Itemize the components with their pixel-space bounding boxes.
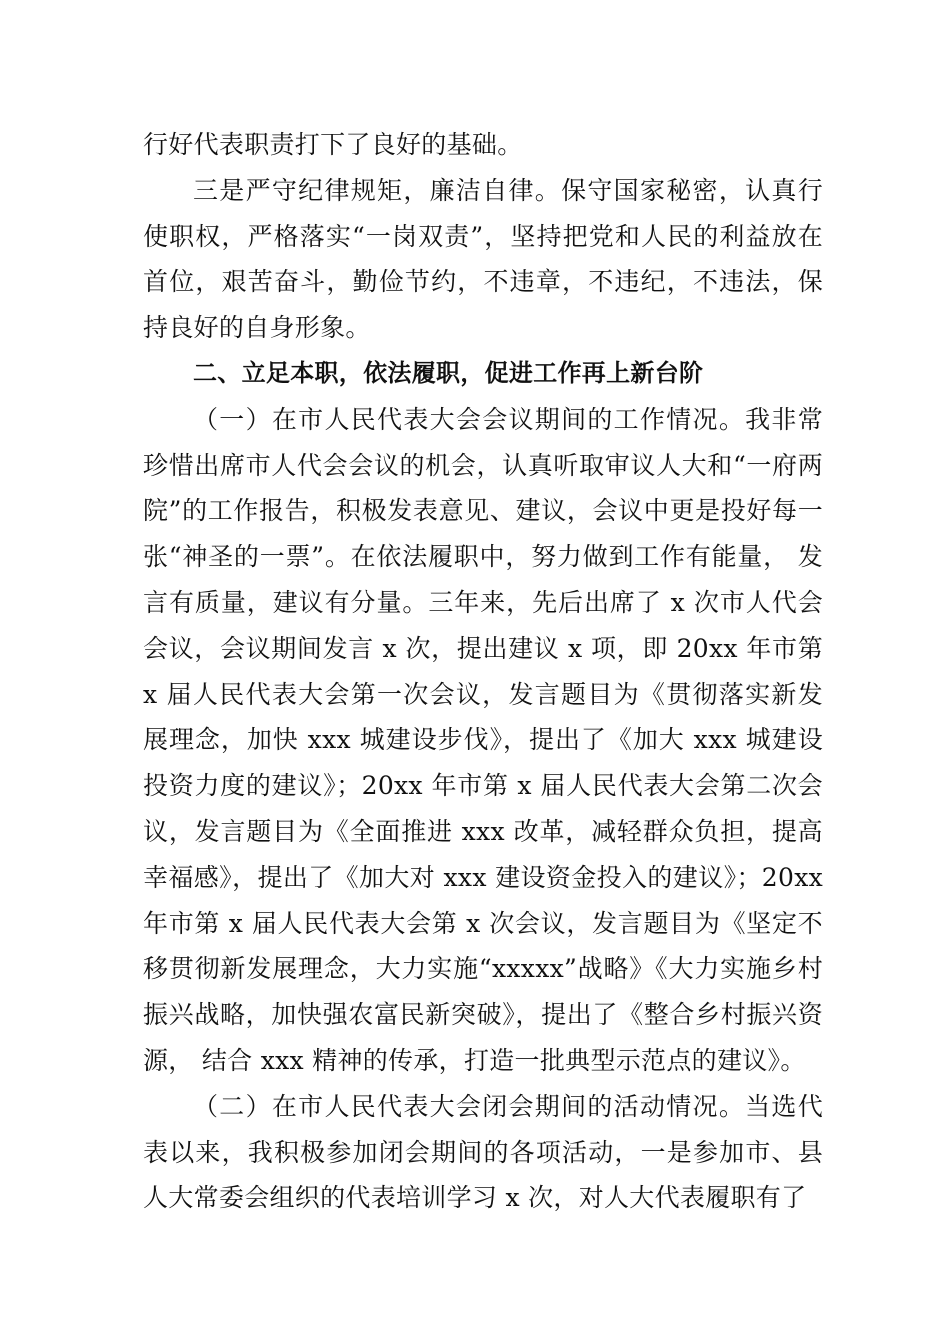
section-heading: 二、立足本职，依法履职，促进工作再上新台阶 [193,358,704,387]
paragraph-continuation: 行好代表职责打下了良好的基础。 [143,130,523,159]
paragraph-recess-activities: （二）在市人民代表大会闭会期间的活动情况。当选代表以来，我积极参加闭会期间的各项活动，一是参加市、县人大常委会组织的代表培训学习 x 次，对人大代表履职有了 [143,1091,823,1213]
paragraph-discipline: 三是严守纪律规矩，廉洁自律。保守国家秘密，认真行使职权，严格落实“一岗双责”，坚持把党和人民的利益放在首位，艰苦奋斗，勤俭节约，不违章，不违纪，不违法，保持良好的自身形象。 [143,175,823,343]
document-body [143,122,823,1221]
paragraph-session-work: （一）在市人民代表大会会议期间的工作情况。我非常珍惜出席市人代会会议的机会，认真听取审议人大和“一府两院”的工作报告，积极发表意见、建议，会议中更是投好每一张“神圣的一票”。在依法履职中，努力做到工作有能量， 发言有质量，建议有分量。三年来，先后出席了 x 次市人代会会议，会议期间发言 x 次，提出建议 x 项，即 20xx 年市第 x 届人民代表大会第一次会议，发言题目为《贯彻落实新发展理念，加快 xxx 城建设步伐》，提出了《加大 xxx 城建设投资力度的建议》；20xx 年市第 x 届人民代表大会第二次会议，发言题目为《全面推进 xxx 改革，减轻群众负担，提高幸福感》，提出了《加大对 xxx 建设资金投入的建议》；20xx 年市第 x 届人民代表大会第 x 次会议，发言题目为《坚定不移贯彻新发展理念，大力实施“xxxxx”战略》《大力实施乡村振兴战略，加快强农富民新突破》，提出了《整合乡村振兴资源， 结合 xxx 精神的传承，打造一批典型示范点的建议》。 [143,404,823,1075]
